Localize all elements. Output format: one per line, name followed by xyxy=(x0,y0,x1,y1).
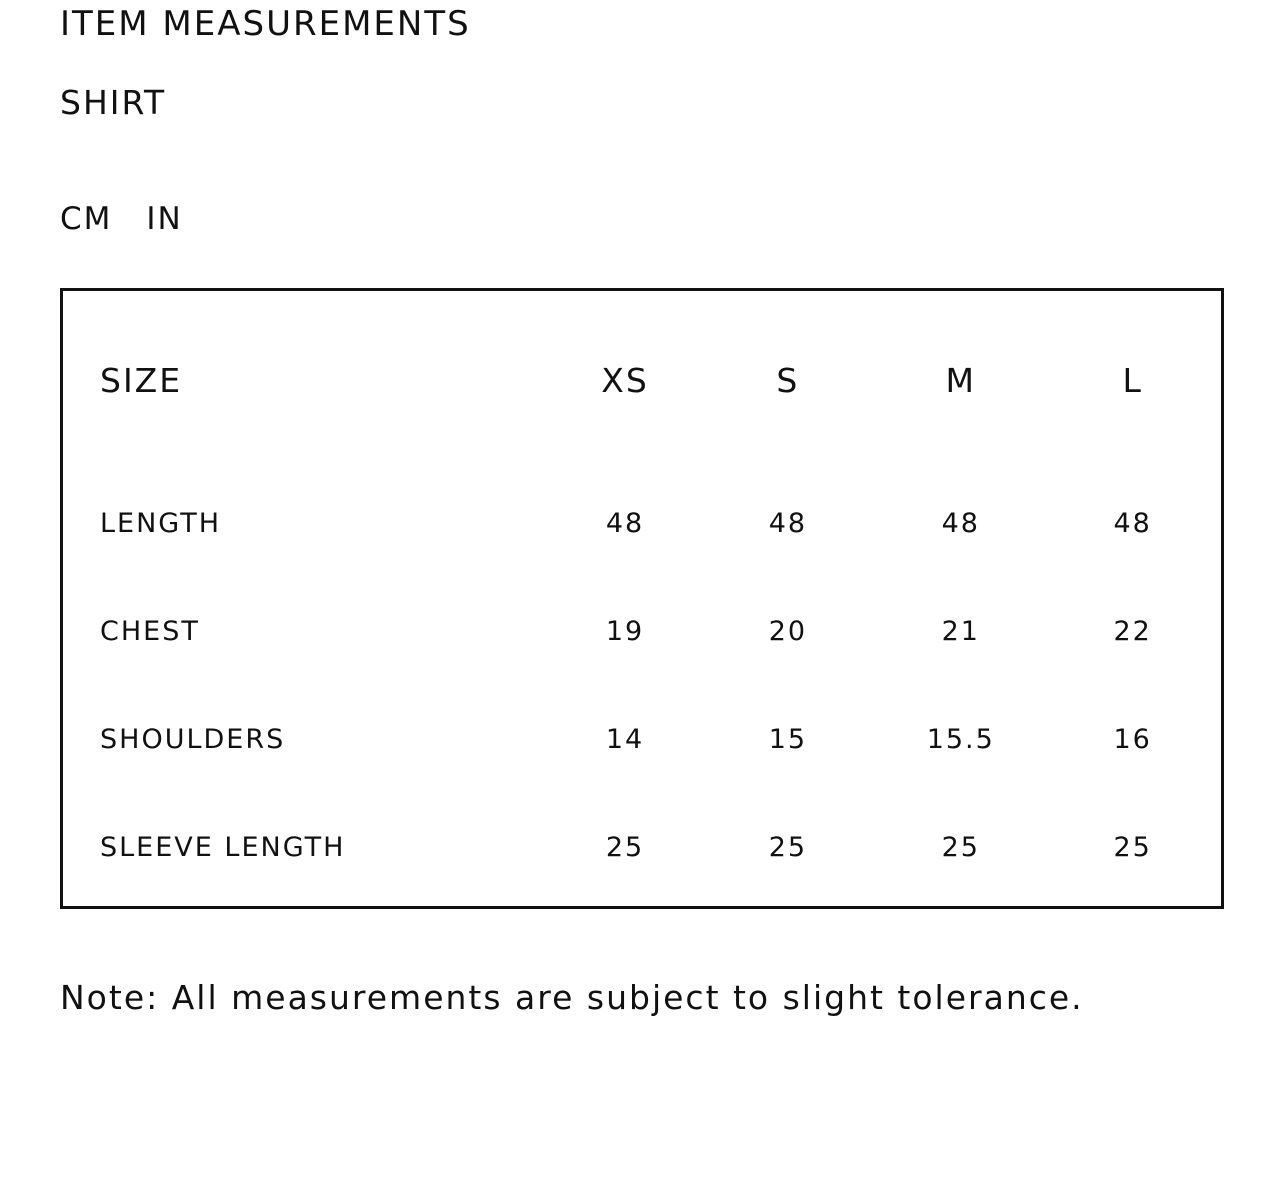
tolerance-note: Note: All measurements are subject to slight tolerance. xyxy=(60,978,1084,1017)
cell-value: 21 xyxy=(941,615,980,647)
unit-option-in[interactable]: IN xyxy=(146,201,183,237)
size-l-header: L xyxy=(1122,360,1143,400)
cell-value: 48 xyxy=(768,507,808,539)
table-row xyxy=(100,685,1221,793)
cell-value: 25 xyxy=(605,831,645,863)
size-xs-header: XS xyxy=(601,360,649,400)
cell-value: 15.5 xyxy=(926,723,995,755)
cell-value: 48 xyxy=(605,507,645,539)
unit-toggle xyxy=(60,201,183,237)
cell-value: 20 xyxy=(768,615,808,647)
cell-value: 48 xyxy=(941,507,980,539)
row-label: SLEEVE LENGTH xyxy=(100,831,346,863)
size-header: SIZE xyxy=(100,360,183,400)
table-header-row xyxy=(100,291,1221,469)
cell-value: 25 xyxy=(1113,831,1152,863)
row-label: CHEST xyxy=(100,615,200,647)
cell-value: 16 xyxy=(1113,723,1152,755)
table-row xyxy=(100,577,1221,685)
size-table-box xyxy=(60,288,1224,909)
size-table xyxy=(100,291,1221,901)
row-label: SHOULDERS xyxy=(100,723,286,755)
cell-value: 25 xyxy=(768,831,808,863)
cell-value: 15 xyxy=(768,723,808,755)
cell-value: 14 xyxy=(605,723,645,755)
cell-value: 22 xyxy=(1113,615,1152,647)
cell-value: 48 xyxy=(1113,507,1152,539)
size-m-header: M xyxy=(945,360,976,400)
section-title: ITEM MEASUREMENTS xyxy=(60,4,471,44)
cell-value: 25 xyxy=(941,831,980,863)
table-row xyxy=(100,793,1221,901)
product-title: SHIRT xyxy=(60,83,167,122)
cell-value: 19 xyxy=(605,615,645,647)
table-row xyxy=(100,469,1221,577)
unit-option-cm[interactable]: CM xyxy=(60,201,113,237)
size-s-header: S xyxy=(776,360,800,400)
row-label: LENGTH xyxy=(100,507,222,539)
